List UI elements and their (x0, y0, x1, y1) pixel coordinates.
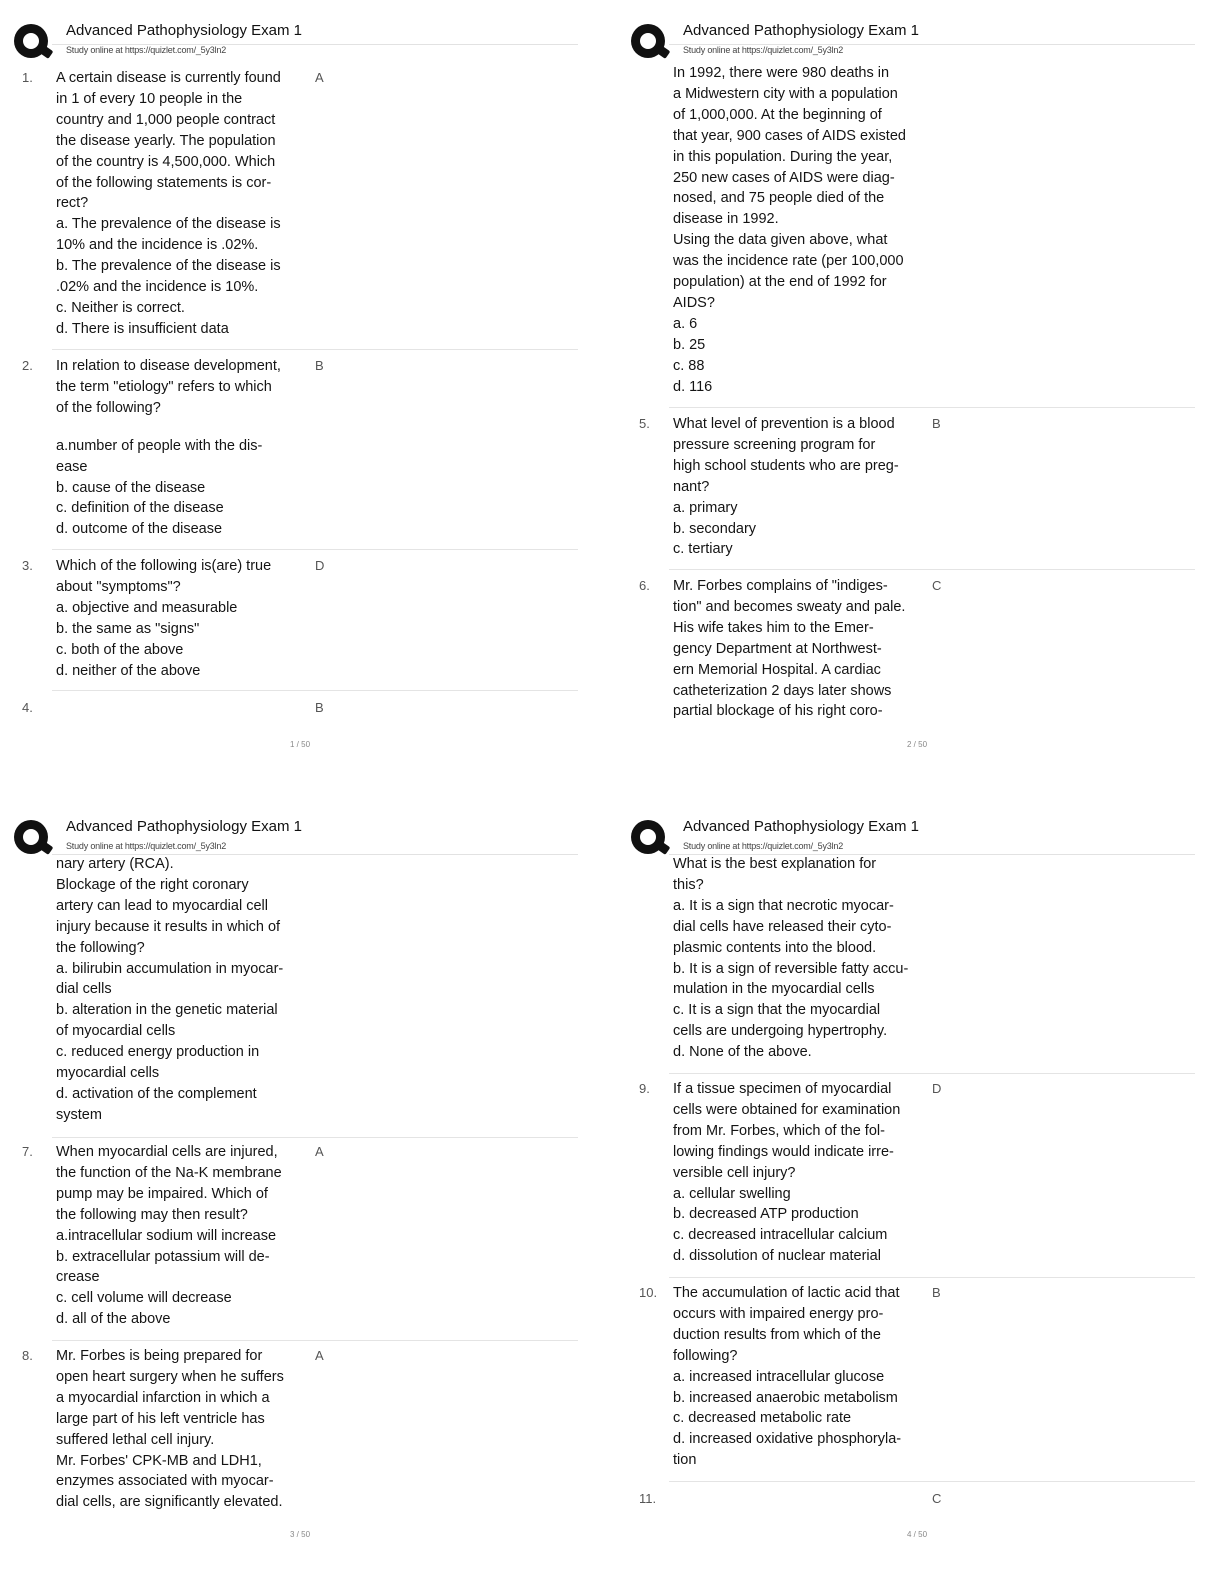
question-number: 8. (22, 1348, 33, 1363)
answer-letter: B (932, 416, 941, 431)
page-1 (0, 0, 612, 792)
question-text: In 1992, there were 980 deaths in a Midwestern city with a population of 1,000,000. At the beginning of that year, 900 cases of AIDS existed in this population. During the year, 250 new cases of AIDS were diag- nosed, and 75 people died of the disease in 1992. Using the data given above, what was the incidence rate (per 100,000 population) at the end of 1992 for AIDS? a. 6 b. 25 c. 88 d. 116 (673, 65, 906, 395)
question-number: 10. (639, 1285, 658, 1300)
page-header (14, 18, 584, 64)
page-4 (617, 792, 1224, 1584)
doc-subtitle: Study online at https://quizlet.com/_5y3ln2 (66, 45, 227, 55)
doc-subtitle: Study online at https://quizlet.com/_5y3ln2 (66, 841, 227, 851)
question-text: Mr. Forbes is being prepared for open heart surgery when he suffers a myocardial infarction in which a large part of his left ventricle has suffered lethal cell injury. Mr. Forbes' CPK-MB and LDH1, enzymes associated with myocar- dial cells, are significantly elevated. (56, 1348, 284, 1511)
question-text: nary artery (RCA). Blockage of the right coronary artery can lead to myocardial cell injury because it results in which of the following? a. bilirubin accumulation in myocar- dial cells b. alteration in the genetic material of myocardial cells c. reduced energy production in myocardial cells d. activation of the complement system (56, 856, 284, 1123)
question-text: What level of prevention is a blood pressure screening program for high school students who are preg- nant? a. primary b. secondary c. tertiary (673, 416, 899, 558)
question-text: When myocardial cells are injured, the function of the Na-K membrane pump may be impaired. Which of the following may then result? a.intracellular sodium will increase b. extracellular potassium will de- crease c. cell volume will decrease d. all of the above (56, 1144, 282, 1328)
page-footer: 4 / 50 (907, 1530, 928, 1539)
doc-subtitle: Study online at https://quizlet.com/_5y3ln2 (683, 841, 844, 851)
page-3 (0, 792, 612, 1584)
answer-letter: C (932, 1491, 942, 1506)
page-footer: 3 / 50 (290, 1530, 311, 1539)
question-text: Mr. Forbes complains of "indiges- tion" and becomes sweaty and pale. His wife takes him to the Emer- gency Department at Northwest- ern Memorial Hospital. A cardiac catheterization 2 days later shows partial blockage of his right coro- (673, 578, 906, 720)
answer-letter: C (932, 578, 942, 593)
question-number: 2. (22, 358, 33, 373)
answer-letter: B (315, 358, 324, 373)
question-text: The accumulation of lactic acid that occurs with impaired energy pro- duction results from which of the following? a. increased intracellular glucose b. increased anaerobic metabolism c. decreased metabolic rate d. increased oxidative phosphoryla- tion (673, 1285, 902, 1469)
answer-letter: D (315, 558, 325, 573)
doc-title: Advanced Pathophysiology Exam 1 (683, 818, 919, 835)
page-footer: 1 / 50 (290, 740, 311, 749)
doc-subtitle: Study online at https://quizlet.com/_5y3ln2 (683, 45, 844, 55)
doc-title: Advanced Pathophysiology Exam 1 (683, 22, 919, 39)
question-number: 9. (639, 1081, 650, 1096)
question-number: 7. (22, 1144, 33, 1159)
doc-title: Advanced Pathophysiology Exam 1 (66, 22, 302, 39)
answer-letter: B (932, 1285, 941, 1300)
question-text: What is the best explanation for this? a. It is a sign that necrotic myocar- dial cells have released their cyto- plasmic contents into the blood. b. It is a sign of reversible fatty accu- mulation in the myocardial cells c. It is a sign that the myocardial cells are undergoing hypertrophy. d. None of the above. (673, 856, 909, 1061)
question-number: 5. (639, 416, 650, 431)
question-number: 11. (639, 1491, 657, 1506)
question-text: If a tissue specimen of myocardial cells were obtained for examination from Mr. Forbes, which of the fol- lowing findings would indicate irre- versible cell injury? a. cellular swelling b. decreased ATP production c. decreased intracellular calcium d. dissolution of nuclear material (673, 1081, 901, 1265)
answer-letter: D (932, 1081, 942, 1096)
answer-letter: B (315, 700, 324, 715)
answer-letter: A (315, 1348, 324, 1363)
answer-letter: A (315, 1144, 324, 1159)
question-text: A certain disease is currently found in 1 of every 10 people in the country and 1,000 people contract the disease yearly. The population of the country is 4,500,000. Which of the following statements is cor- rect? a. The prevalence of the disease is 10% and the incidence is .02%. b. The prevalence of the disease is .02% and the incidence is 10%. c. Neither is correct. d. There is insufficient data (56, 70, 281, 337)
answer-letter: A (315, 70, 324, 85)
page-footer: 2 / 50 (907, 740, 928, 749)
page-2 (617, 0, 1224, 792)
page-header (631, 18, 1201, 64)
question-number: 6. (639, 578, 650, 593)
question-number: 3. (22, 558, 33, 573)
question-number: 1. (22, 70, 33, 85)
question-text: In relation to disease development, the term "etiology" refers to which of the following? a.number of people with the dis- ease b. cause of the disease c. definition of the disease d. outcome of the disease (56, 358, 281, 538)
question-number: 4. (22, 700, 33, 715)
doc-title: Advanced Pathophysiology Exam 1 (66, 818, 302, 835)
question-text: Which of the following is(are) true about "symptoms"? a. objective and measurable b. the same as "signs" c. both of the above d. neither of the above (56, 558, 272, 679)
